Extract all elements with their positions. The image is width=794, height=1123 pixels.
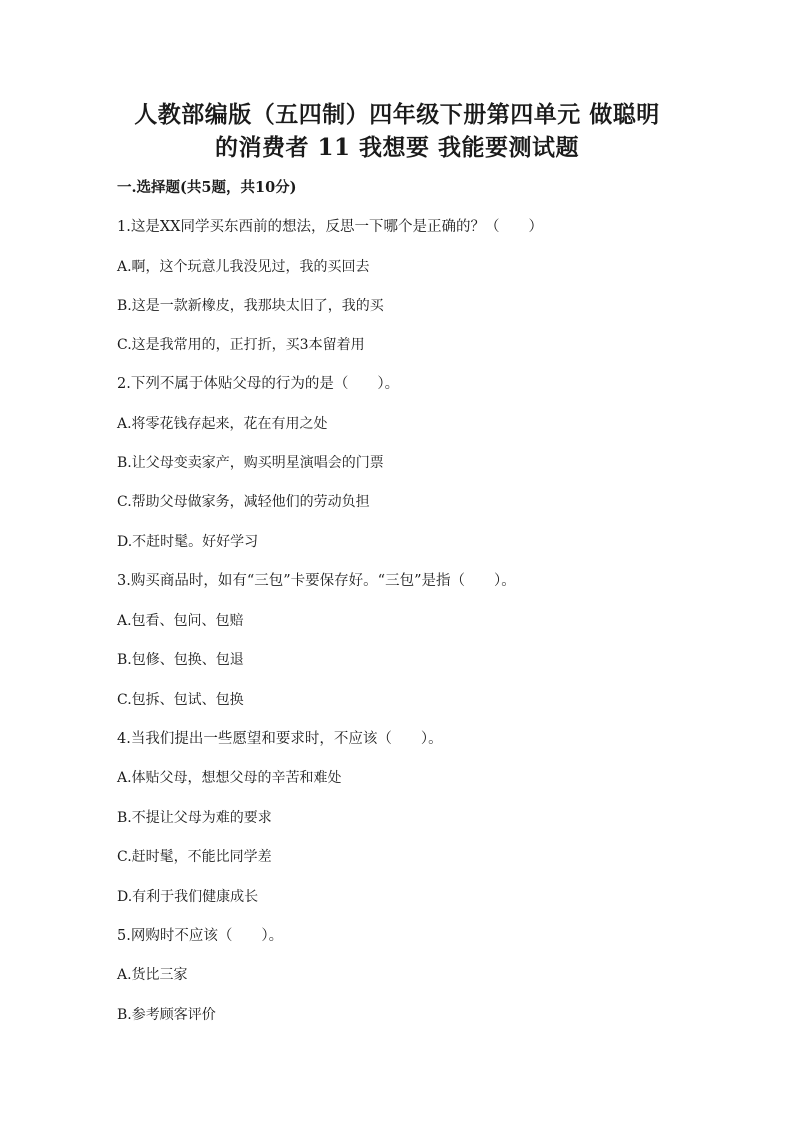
question-3-option-c: C.包拆、包试、包换 bbox=[117, 692, 244, 708]
question-3-stem: 3.购买商品时，如有“三包”卡要保存好。“三包”是指（ ）。 bbox=[117, 573, 516, 589]
question-5-stem: 5.网购时不应该（ ）。 bbox=[117, 928, 284, 944]
question-3-option-b: B.包修、包换、包退 bbox=[117, 652, 244, 668]
question-5-option-b: B.参考顾客评价 bbox=[117, 1007, 216, 1023]
question-4-option-b: B.不提让父母为难的要求 bbox=[117, 810, 272, 826]
question-1-option-a: A.啊，这个玩意儿我没见过，我的买回去 bbox=[117, 259, 370, 275]
question-5-option-a: A.货比三家 bbox=[117, 967, 188, 983]
question-2-option-c: C.帮助父母做家务，减轻他们的劳动负担 bbox=[117, 494, 370, 510]
page-title-line-2: 的消费者 11 我想要 我能要测试题 bbox=[214, 134, 580, 161]
question-2-option-a: A.将零花钱存起来，花在有用之处 bbox=[117, 416, 328, 432]
question-1-stem: 1.这是XX同学买东西前的想法，反思一下哪个是正确的？（ ） bbox=[117, 219, 543, 235]
question-2-stem: 2.下列不属于体贴父母的行为的是（ ）。 bbox=[117, 376, 400, 392]
question-1-option-b: B.这是一款新橡皮，我那块太旧了，我的买 bbox=[117, 298, 384, 314]
question-2-option-b: B.让父母变卖家产，购买明星演唱会的门票 bbox=[117, 455, 384, 471]
question-1-option-c: C.这是我常用的，正打折，买3本留着用 bbox=[117, 337, 365, 353]
question-2-option-d: D.不赶时髦。好好学习 bbox=[117, 534, 259, 550]
question-4-option-c: C.赶时髦，不能比同学差 bbox=[117, 849, 272, 865]
section-heading: 一.选择题(共5题，共10分) bbox=[117, 179, 297, 196]
question-4-option-a: A.体贴父母，想想父母的辛苦和难处 bbox=[117, 770, 342, 786]
question-4-stem: 4.当我们提出一些愿望和要求时，不应该（ ）。 bbox=[117, 731, 443, 747]
page-title-line-1: 人教部编版（五四制）四年级下册第四单元 做聪明 bbox=[134, 101, 660, 128]
question-4-option-d: D.有利于我们健康成长 bbox=[117, 889, 259, 905]
question-3-option-a: A.包看、包问、包赔 bbox=[117, 613, 244, 629]
